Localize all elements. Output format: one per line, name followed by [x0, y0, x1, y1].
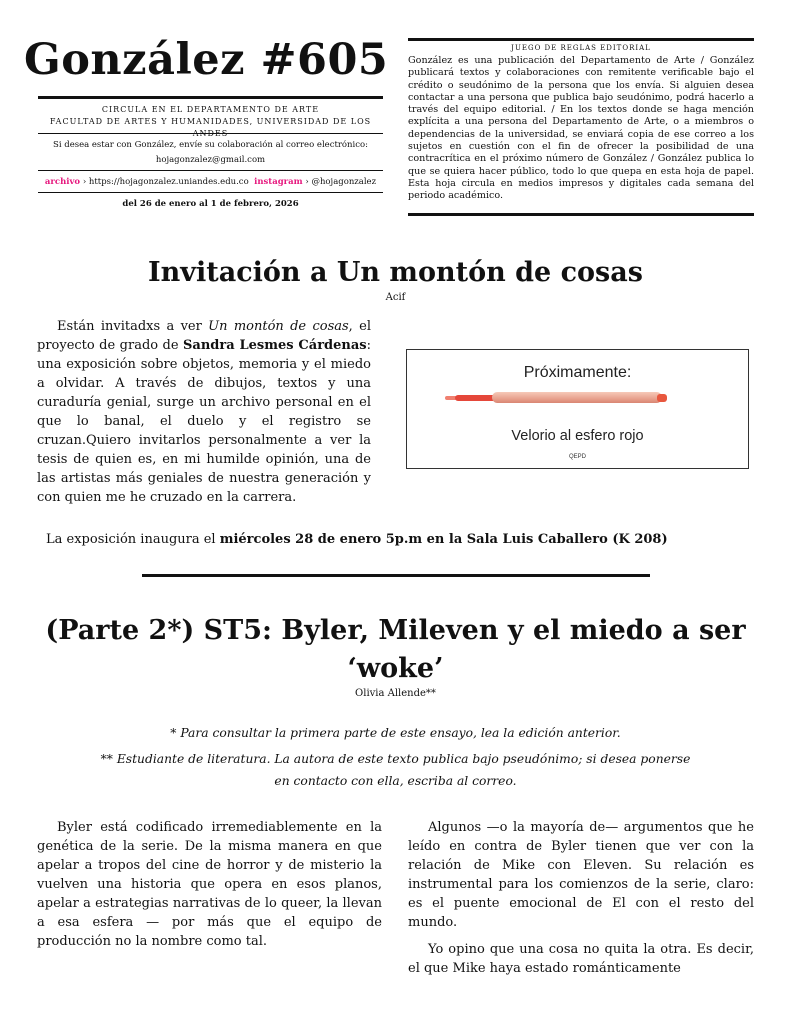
col1-paragraph-1: Byler está codificado irremediablemente en la genética de la serie. De la misma manera en que apelar a tropos del cine de horror y de misterio la vuelven una historia que opera en esos planos, apelar a estrategias narrativas de lo queer, la llevan a esa esfera — por más que el equipo de producción no la nombre como tal. — [37, 820, 382, 949]
instagram-label: instagram — [254, 177, 303, 187]
article2-column-1 — [37, 818, 382, 959]
masthead-rule-4 — [38, 192, 383, 193]
circulation-line-1: CIRCULA EN EL DEPARTAMENTO DE ARTE — [101, 105, 320, 114]
instagram-link[interactable]: › @hojagonzalez — [305, 177, 377, 187]
masthead-rule-3 — [38, 170, 383, 171]
circulation-line-2: FACULTAD DE ARTES Y HUMANIDADES, UNIVERSIDAD DE LOS — [49, 117, 372, 126]
article1-intro: Están invitadxs a ver — [57, 319, 209, 334]
article2-title: (Parte 2*) ST5: Byler, Mileven y el miedo a ser ‘woke’ — [45, 615, 746, 684]
links-line — [38, 175, 383, 189]
col2-paragraph-1: Algunos —o la mayoría de— argumentos que he leído en contra de Byler tienen que ver con la relación de Mike con Eleven. Su relación es instrumental para los comienzos de la serie, claro: es el puente emocional de El con el resto del mundo. — [408, 820, 754, 930]
article1-rest: : una exposición sobre objetos, memoria y el miedo a olvidar. A través de dibujos, textos y una curaduría genial, surge un archivo personal en el que lo banal, el duelo y el registro se cruzan.Quiero invitarlos personalmente a ver la tesis de quien es, en mi humilde opinión, una de las artistas más geniales de nuestra generación y con quien me he cruzado en la carrera. — [37, 338, 371, 505]
col2-paragraph-2: Yo opino que una cosa no quita la otra. Es decir, el que Mike haya estado románticamente — [408, 942, 754, 976]
opening-details: miércoles 28 de enero 5p.m en la Sala Luis Caballero (K 208) — [219, 532, 668, 547]
ad-small: QEPD — [568, 454, 586, 460]
article2-column-2 — [408, 818, 754, 986]
red-pen-illustration — [492, 392, 662, 403]
rules-heading: JUEGO DE REGLAS EDITORIAL — [511, 44, 651, 52]
masthead-rule-2 — [38, 133, 383, 134]
article1-title: Invitación a Un montón de cosas — [148, 257, 643, 288]
rules-text: González es una publicación del Departamento de Arte / González publicará textos y colaboraciones con remitente verificable bajo el crédito o seudónimo de la persona que los envía. Si alguien desea contactar a una persona que publica bajo seudónimo, podrá hacerlo a través del equipo editorial. / En los textos donde se haga mención explícita a una persona del Departamento de Arte, o a miembros o dependencias de la universidad, se enviará copia de ese correo a los sujetos en cuestión con el fin de ofrecer la posibilidad de una contracrítica en el próximo número de González / González publica lo que se quiera hacer público, todo lo que quepa en esta hoja de papel. Esta hoja circula en medios impresos y digitales cada semana del periodo académico. — [408, 55, 754, 202]
contact-email[interactable]: hojagonzalez@gmail.com — [155, 155, 266, 165]
ad-heading: Próximamente: — [523, 364, 632, 381]
archive-link[interactable]: › https://hojagonzalez.uniandes.edu.co — [82, 177, 249, 187]
ad-subtitle: Velorio al esfero rojo — [511, 428, 644, 444]
section-divider — [142, 574, 650, 577]
masthead-title: González #605 — [24, 35, 389, 85]
rules-rule-bottom — [408, 213, 754, 216]
article1-author: Acif — [385, 292, 406, 303]
project-title: Un montón de cosas — [208, 319, 349, 334]
rules-rule-top — [408, 38, 754, 41]
archive-label: archivo — [44, 177, 81, 187]
opening-intro: La exposición inaugura el — [46, 532, 220, 547]
masthead-rule-top — [38, 96, 383, 99]
footnote-1: * Para consultar la primera parte de este ensayo, lea la edición anterior. — [170, 726, 621, 740]
artist-name: Sandra Lesmes Cárdenas — [183, 338, 367, 353]
issue-dates: del 26 de enero al 1 de febrero, 2026 — [122, 199, 299, 209]
contact-line: Si desea estar con González, envíe su colaboración al correo electrónico: — [53, 140, 368, 150]
article1-mid: , el proyecto de grado de — [37, 319, 371, 353]
footnote-2: ** Estudiante de literatura. La autora de este texto publica bajo pseudónimo; si desea ponerse en contacto con ella, escriba al correo. — [100, 752, 691, 788]
article2-author: Olivia Allende** — [355, 688, 436, 699]
ad-box — [406, 349, 749, 469]
opening-line — [46, 530, 746, 549]
pen-end — [657, 394, 667, 402]
article1-paragraph — [37, 317, 371, 507]
article1-body — [37, 317, 371, 507]
